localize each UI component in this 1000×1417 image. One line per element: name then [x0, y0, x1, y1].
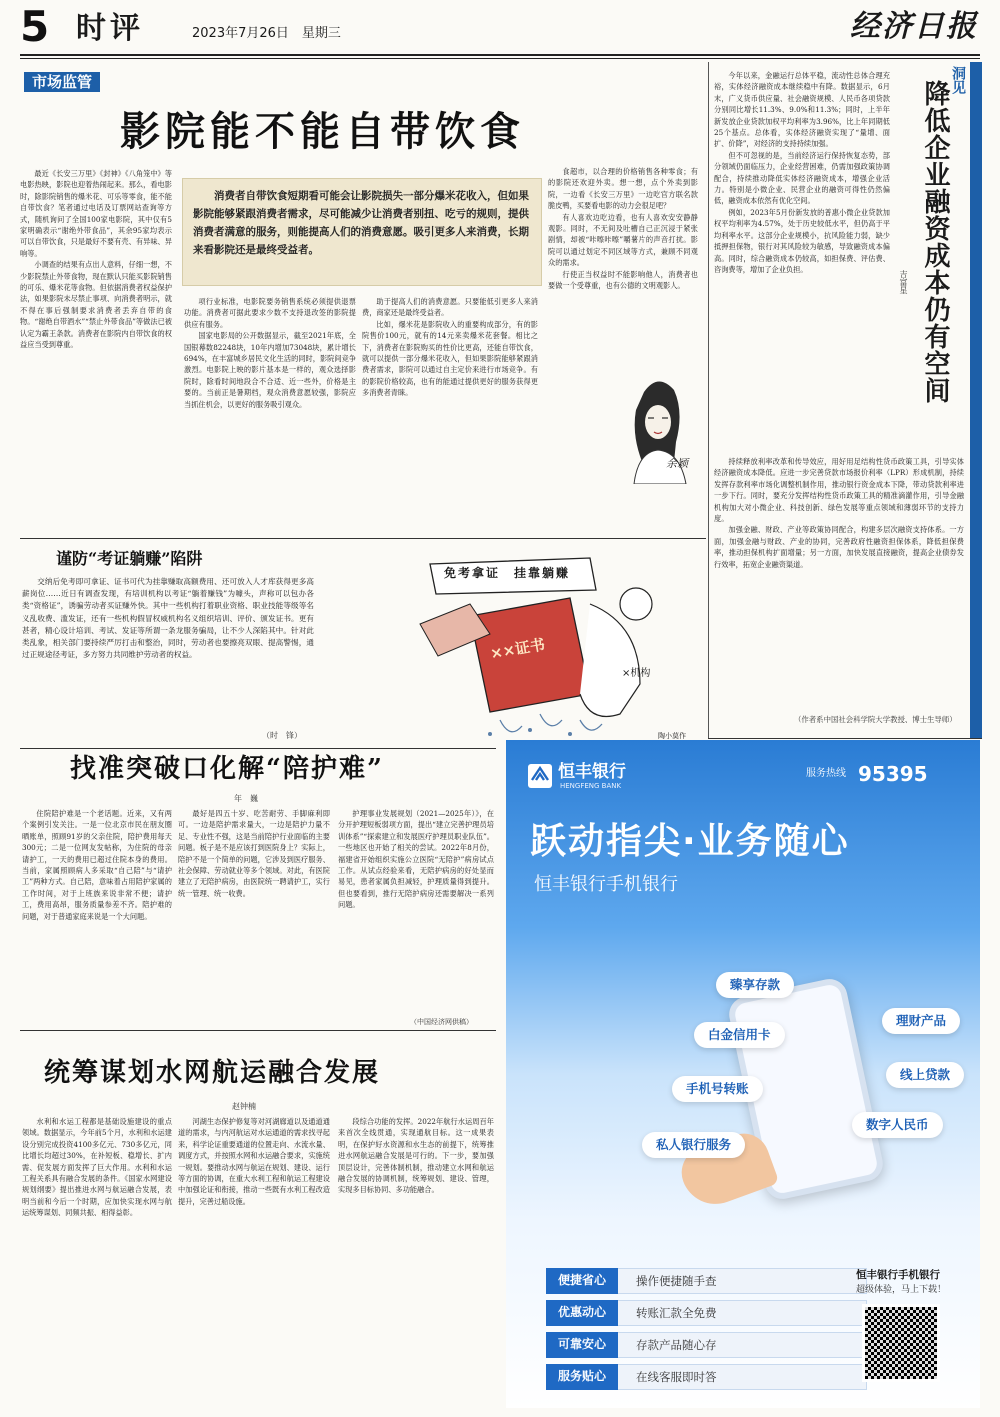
section-title: 时评 — [76, 11, 144, 46]
paragraph: 河湖生态保护修复等对河湖廊道以及通道通道的需求，与内河航运对水运通道的需求找寻起来，科学论证重要通道的位置走向、水流水量、调度方式，并按照水网和水运融合要求，实施统一规划。要推动水网与航运在规划、建设、运行等方面的协调，在重大水利工程和航运工程建设中加强论证和衔接，推动一些既有水利工程改造提升，完善过船设施。 — [178, 1117, 330, 1206]
paragraph: 最好是四五十岁、吃苦耐劳、手脚麻利即可。一边是陪护需求量大，一边是陪护力量不足、专业性不强，这是当前陪护行业面临的主要问题。板子是不是应该打到医院身上？实际上，陪护不是一个简单的问题，它涉及到医疗服务、社会保障、劳动就业等多个领域。对此，有医院建立了无陪护病房，由医院统一聘请护工，实行统一管理、统一收费。 — [178, 809, 330, 898]
waterway-column-1 — [22, 1116, 172, 1408]
benefit-text: 转账汇款全免费 — [618, 1300, 867, 1326]
paragraph: 护理事业发展规划（2021—2025年）》，在分开护理短板弱项方面，提出“建立完善护理员培训体系”“探索建立和发展医疗护理员职业队伍”。一些地区也开始了相关的尝试。2022年8月份，福建省开始组织实施公立医院“无陪护”病房试点工作。从试点经验来看，无陪护病房的好处显而易见，患者家属负担减轻，护理质量得到提升。但也要看到，推行无陪护病房还需要解决一系列问题。 — [338, 809, 494, 910]
caregiver-byline: （中国经济网供稿） — [410, 1018, 473, 1026]
hotline-number[interactable]: 95395 — [858, 762, 928, 786]
paragraph: 最近《长安三万里》《封神》《八角笼中》等电影热映，影院也迎着热闹起来。那么，看电影时，除影院销售的爆米花、可乐等零食，能不能自带饮食？笔者通过电话及订票网站查询等方式，随机询问了全国100家电影院，其中仅有5家明确表示“谢绝外带食品”，其余95家均表示可以自带饮食，只是最好不要有壳、有异味、异响等。 — [20, 169, 172, 258]
sidebar-body-bottom — [714, 456, 964, 706]
paragraph: 比如，爆米花是影院收入的重要构成部分，有的影院售价100元，就有的14元来卖爆米花套餐。相比之下，消费者在影院购买的性价比更高，还能自带饮食，就可以提供一部分爆米花收入，但如果影院能够紧跟消费者需求，影院可以通过自主定价来进行市场竞争。有的影院价格较高，也有的能通过提供更好的服务获得更多消费者青睐。 — [362, 319, 538, 398]
benefit-label: 便捷省心 — [546, 1268, 618, 1294]
newspaper-logo: 经济日报 — [850, 9, 978, 44]
certificate-headline: 谨防“考证躺赚”陷阱 — [56, 549, 203, 568]
benefit-label: 优惠动心 — [546, 1300, 618, 1326]
caregiver-column-1 — [22, 808, 172, 1022]
benefit-row — [546, 1300, 867, 1326]
divider — [20, 748, 496, 749]
feature-pill[interactable]: 理财产品 — [882, 1008, 960, 1034]
portrait-sketch-icon — [614, 372, 702, 484]
divider — [708, 738, 982, 739]
ad-slogan: 跃动指尖·业务随心 — [530, 821, 850, 862]
sidebar-tag: 洞见 — [950, 66, 966, 94]
caregiver-author: 年 巍 — [234, 794, 258, 803]
cartoon-credit: 陶小莫作 — [658, 732, 686, 740]
benefit-label: 服务贴心 — [546, 1364, 618, 1390]
paragraph: 住院陪护难是一个老话题。近来，又有两个案例引发关注。一是一位北京市民在朋友圈晒账单，照顾91岁的父亲住院，陪护费用每天300元；二是一位网友发帖称，为住院的母亲请护工，一天的费用已超过住院本身的费用。当前，家属照顾病人多采取“自己陪”与“请护工”两种方式。自己陪，意味着占用陪护家属的工作时间，对于上班族来说非常不便；请护工，费用高昂，服务质量参差不齐。陪护难的问题，对于普通家庭来说是一个大问题。 — [22, 809, 172, 921]
paragraph: 加强金融、财政、产业等政策协同配合，构建多层次融资支持体系。一方面，加强金融与财政、产业的协同，完善政府性融资担保体系，降低担保费率，推动担保机构扩面增量；另一方面，加快发展直接融资，提高企业债券发行效率，拓宽企业融资渠道。 — [714, 525, 964, 569]
feature-pill[interactable]: 臻享存款 — [716, 972, 794, 998]
paragraph: 小调查的结果有点出人意料，仔细一想，不少影院禁止外带食物，现在默认只能买影院销售的可乐、爆米花等食物。但依据消费者权益保护法，如果影院未尽禁止事项、向消费者明示，就不得在事后强制要求消费者丢弃自带的食物。“谢绝自带酒水”“禁止外带食品”等做法已被认定为霸王条款。消费者在影院内自带饮食的权益应当受到尊重。 — [20, 260, 172, 350]
cinema-column-2 — [184, 296, 356, 532]
paragraph: 项行业标准，电影院要务销售系统必须提供退票功能。消费者可据此要求少数不支持退改签的影院提供应有服务。 — [184, 297, 356, 329]
paragraph: 例如，2023年5月份新发放的普惠小微企业贷款加权平均利率为4.57%，处于历史较低水平，但仍高于平均利率水平。这部分企业规模小，抗风险能力弱，缺少抵押担保物，银行对其风险较为敏感，导致融资成本偏高。同时，综合融资成本仍较高，如担保费、评估费、咨询费等，增加了企业负担。 — [714, 207, 890, 274]
sidebar-accent-bar — [970, 62, 982, 738]
issue-date: 2023年7月26日 星期三 — [192, 26, 341, 41]
cinema-pull-quote: 消费者自带饮食短期看可能会让影院损失一部分爆米花收入，但如果影院能够紧跟消费者需求，尽可能减少让消费者别扭、吃亏的规则，提供消费者满意的服务，则能提高人们的消费意愿。吸引更多人来消费，长期来看影院还是最终受益者。 — [182, 178, 542, 286]
caregiver-column-3 — [338, 808, 494, 1014]
paragraph: 助于提高人们的消费意愿。只要能低引更多人来消费，商家还是最终受益者。 — [362, 297, 538, 318]
hotline-label: 服务热线 — [806, 768, 846, 779]
feature-pill[interactable]: 线上贷款 — [886, 1062, 964, 1088]
cartoon-book-title: ××证书 — [488, 635, 547, 663]
sidebar-author: 吉富星 — [899, 270, 908, 294]
sidebar-divider — [708, 62, 709, 738]
benefit-row — [546, 1332, 867, 1358]
waterway-column-3 — [338, 1116, 494, 1408]
certificate-body — [22, 576, 314, 728]
paragraph: 今年以来，金融运行总体平稳，流动性总体合理充裕，实体经济融资成本继续稳中有降。数据显示，6月末，广义货币供应量、社会融资规模、人民币各项贷款分别同比增长11.3%、9.0%和11.3%；同时，上半年新发放企业贷款加权平均利率为3.96%，比上年同期低25个基点。总体看，实体经济融资实现了“量增、面扩、价降”，对经济的支持持续加强。 — [714, 71, 890, 149]
caregiver-column-2 — [178, 808, 330, 1022]
benefit-list — [546, 1268, 867, 1390]
qr-caption: 超级体验，马上下载！ — [856, 1285, 947, 1295]
paragraph: 有人喜欢边吃边看，也有人喜欢安安静静观影。同时，不无间及吐槽自己正沉浸于紧张剧情，却被“咔嚓咔嚓”嚼薯片的声音打扰。影院可以通过划定不同区域等方式，兼顾不同观众的需求。 — [548, 212, 698, 268]
waterway-headline: 统筹谋划水网航运融合发展 — [44, 1058, 381, 1088]
qr-title: 恒丰银行手机银行 — [856, 1269, 940, 1281]
masthead-rule — [20, 54, 980, 56]
cinema-column-3 — [362, 296, 538, 532]
feature-pill[interactable]: 数字人民币 — [852, 1112, 943, 1138]
benefit-row — [546, 1268, 867, 1294]
cartoon-banner: 免考拿证 挂靠躺赚 — [444, 566, 571, 580]
author-portrait — [614, 372, 702, 484]
bank-name: 恒丰银行 — [558, 762, 626, 782]
paragraph: 行使正当权益时不能影响他人，消费者也要做一个受尊重，也有公德的文明观影人。 — [548, 269, 698, 291]
divider — [20, 1030, 496, 1031]
bank-advertisement[interactable] — [506, 740, 980, 1408]
certificate-byline: （时 锋） — [262, 731, 302, 740]
paragraph: 国家电影局的公开数据显示，截至2021年底，全国银幕数82248块，10年内增加73048块，累计增长694%，在丰富城乡居民文化生活的同时，影院间竞争激烈。电影院上映的影片基本是一样的，观众选择影院时，除看时间地段合不合适、近一些外，价格是主要的。当前正是暑期档，观众消费意愿较强，影院应当抓住机会，以更好的服务吸引观众。 — [184, 331, 356, 409]
benefit-row — [546, 1364, 867, 1390]
paragraph: 水利和水运工程都是基础设施建设的重点领域。数据显示，今年前5个月，水利和水运建设分别完成投资4100多亿元、730多亿元，同比增长均超过30%，在补短板、稳增长、扩内需、促发展方面发挥了巨大作用。水利和水运工程关系具有融合发展的条件。《国家水网建设规划纲要》提出推进水网与航运融合发展，表明当前和今后一个时期，应加快实现水网与航运统筹谋划、同频共振、相得益彰。 — [22, 1117, 172, 1218]
cinema-headline: 影院能不能自带饮食 — [120, 108, 525, 155]
bank-logo-icon — [528, 764, 552, 788]
divider — [20, 538, 706, 539]
paragraph: 食超市，以合理的价格销售各种零食；有的影院还欢迎外卖。想一想，点个外卖到影院，一边看《长安三万里》一边吃官方联名款脆皮鸭，买要看电影的动力会很足吧？ — [548, 167, 698, 211]
benefit-text: 在线客服即时答 — [618, 1364, 867, 1390]
feature-pill[interactable]: 白金信用卡 — [694, 1022, 785, 1048]
author-signature: 余颖 — [666, 457, 688, 470]
masthead-rule-thin — [20, 58, 980, 59]
paragraph: 交纳后免考即可拿证、证书可代为挂靠赚取高额费用、还可放入人才库获得更多高薪岗位……近日有调查发现，有培训机构以考证“躺着赚钱”为噱头，声称可以包办各类“资格证”，诱骗劳动者买证赚外快。其中一些机构打着职业资格、职业技能等级等名义乱收费、滥发证，还有一些机构假冒权威机构名义组织培训、评价、颁发证书。更有甚者，精心设计培训、考试、发证等所谓一条龙服务骗局，让不少人深陷其中。针对此类乱象，相关部门要持续严厉打击和整治，同时，劳动者也要擦亮双眼、提高警惕，通过正规途径考证，多方努力共同维护劳动者的权益。 — [22, 577, 314, 660]
sidebar-headline: 降低企业融资成本仍有空间 — [920, 80, 950, 404]
benefit-label: 可靠安心 — [546, 1332, 618, 1358]
sidebar-body-top — [714, 70, 890, 452]
page-number: 5 — [20, 2, 50, 51]
feature-pill[interactable]: 手机号转账 — [672, 1076, 763, 1102]
benefit-text: 存款产品随心存 — [618, 1332, 867, 1358]
waterway-author: 赵钟楠 — [232, 1102, 256, 1111]
qr-code-icon[interactable] — [862, 1304, 940, 1382]
waterway-column-2 — [178, 1116, 330, 1408]
bank-name-en: HENGFENG BANK — [560, 782, 622, 790]
benefit-text: 操作便捷随手查 — [618, 1268, 867, 1294]
cartoon-agency-label: ×机构 — [622, 668, 651, 679]
feature-pill[interactable]: 私人银行服务 — [642, 1132, 745, 1158]
certificate-cartoon — [340, 544, 704, 744]
paragraph: 段综合功能的发挥。2022年航行水运周百年来首次全线贯通，实现通航目标。这一成果表明，在保护好水资源和水生态的前提下，统筹推进水网航运融合发展是可行的。下一步，要加强顶层设计，完善体制机制，推动建立水网和航运融合发展的协调机制，统筹规划、建设、管理，实现多目标协同、多功能融合。 — [338, 1117, 494, 1195]
sidebar-author-note: （作者系中国社会科学院大学教授、博士生导师） — [794, 715, 957, 724]
paragraph: 持续释放利率改革和传导效应，用好用足结构性货币政策工具，引导实体经济融资成本降低。应进一步完善贷款市场报价利率（LPR）形成机制，持续发挥存款利率市场化调整机制作用，推动银行资金成本下降，带动贷款利率进一步下行。同时，要充分发挥结构性货币政策工具的精准滴灌作用，引导金融机构加大对小微企业、科技创新、绿色发展等重点领域和薄弱环节的支持力度。 — [714, 457, 964, 524]
cinema-column-1 — [20, 168, 172, 532]
paragraph: 但不可忽视的是，当前经济运行保持恢复态势，部分领域仍面临压力，企业经营困难，仍需加强政策协调配合，持续推动降低实体经济融资成本，增强企业活力。特别是小微企业、民营企业的融资可得性仍然偏低，融资成本依然有优化空间。 — [714, 150, 890, 206]
section-tag: 市场监管 — [24, 72, 100, 92]
ad-subtitle: 恒丰银行手机银行 — [534, 874, 678, 895]
caregiver-headline: 找准突破口化解“陪护难” — [70, 754, 384, 784]
